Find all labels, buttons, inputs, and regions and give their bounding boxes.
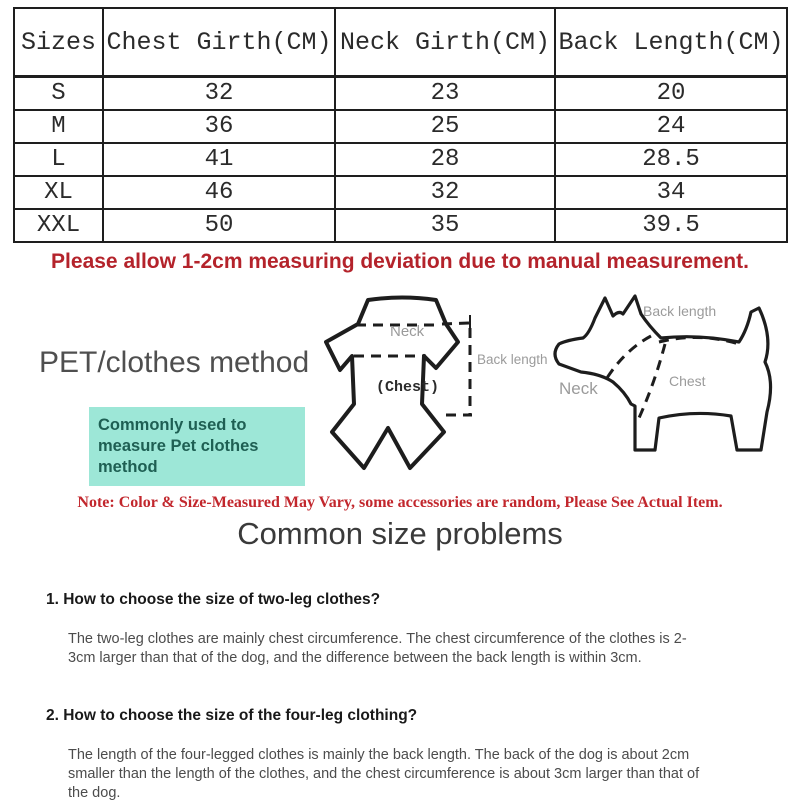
col-header-back-length: Back Length(CM) — [555, 8, 787, 77]
clothes-diagram — [324, 292, 564, 492]
neck-cell: 35 — [335, 209, 555, 242]
dog-chest-label: Chest — [669, 373, 706, 389]
col-header-chest-girth: Chest Girth(CM) — [103, 8, 335, 77]
size-table-header-row — [14, 8, 787, 77]
clothes-chest-label: (Chest) — [376, 379, 440, 396]
size-cell: S — [14, 77, 103, 111]
measuring-deviation-note: Please allow 1-2cm measuring deviation due to manual measurement. — [51, 250, 749, 273]
dog-diagram — [543, 282, 783, 472]
faq-question-1: 1. How to choose the size of two-leg clothes? — [46, 591, 381, 608]
back-cell: 28.5 — [555, 143, 787, 176]
size-cell: M — [14, 110, 103, 143]
size-table — [13, 7, 788, 243]
size-cell: XL — [14, 176, 103, 209]
col-header-neck-girth: Neck Girth(CM) — [335, 8, 555, 77]
back-cell: 34 — [555, 176, 787, 209]
clothes-back-length-label: Back length — [477, 352, 548, 367]
table-row-m — [14, 110, 787, 143]
size-cell: XXL — [14, 209, 103, 242]
size-cell: L — [14, 143, 103, 176]
neck-cell: 28 — [335, 143, 555, 176]
clothes-neck-label: Neck — [390, 323, 425, 340]
measure-method-highlight: Commonly used to measure Pet clothes method — [89, 407, 305, 486]
back-cell: 24 — [555, 110, 787, 143]
neck-extension-dashed-line — [442, 323, 470, 324]
dog-back-length-label: Back length — [643, 303, 717, 319]
chest-cell: 32 — [103, 77, 335, 111]
faq-question-2: 2. How to choose the size of the four-leg clothing? — [46, 707, 418, 724]
chest-cell: 46 — [103, 176, 335, 209]
neck-cell: 32 — [335, 176, 555, 209]
chest-cell: 41 — [103, 143, 335, 176]
faq-answer-2: The length of the four-legged clothes is mainly the back length. The back of the dog is about 2cm smaller than the length of the clothes, and the chest circumference is about 3cm larger than that of the dog. — [68, 747, 700, 800]
table-row-l — [14, 143, 787, 176]
back-cell: 39.5 — [555, 209, 787, 242]
item-variation-note: Note: Color & Size-Measured May Vary, some accessories are random, Please See Actual Item. — [77, 494, 723, 511]
chest-cell: 50 — [103, 209, 335, 242]
dog-neck-label: Neck — [559, 379, 598, 398]
dog-outline — [555, 296, 771, 450]
chest-cell: 36 — [103, 110, 335, 143]
neck-cell: 25 — [335, 110, 555, 143]
col-header-sizes: Sizes — [14, 8, 103, 77]
table-row-xl — [14, 176, 787, 209]
table-row-xxl — [14, 209, 787, 242]
neck-cell: 23 — [335, 77, 555, 111]
table-row-s — [14, 77, 787, 111]
faq-answer-1: The two-leg clothes are mainly chest circumference. The chest circumference of the clothes is 2-3cm larger than that of the dog, and the difference between the back length is within 3cm. — [68, 631, 687, 666]
measure-method-title: PET/clothes method — [39, 346, 310, 379]
back-cell: 20 — [555, 77, 787, 111]
faq-title: Common size problems — [237, 516, 563, 551]
